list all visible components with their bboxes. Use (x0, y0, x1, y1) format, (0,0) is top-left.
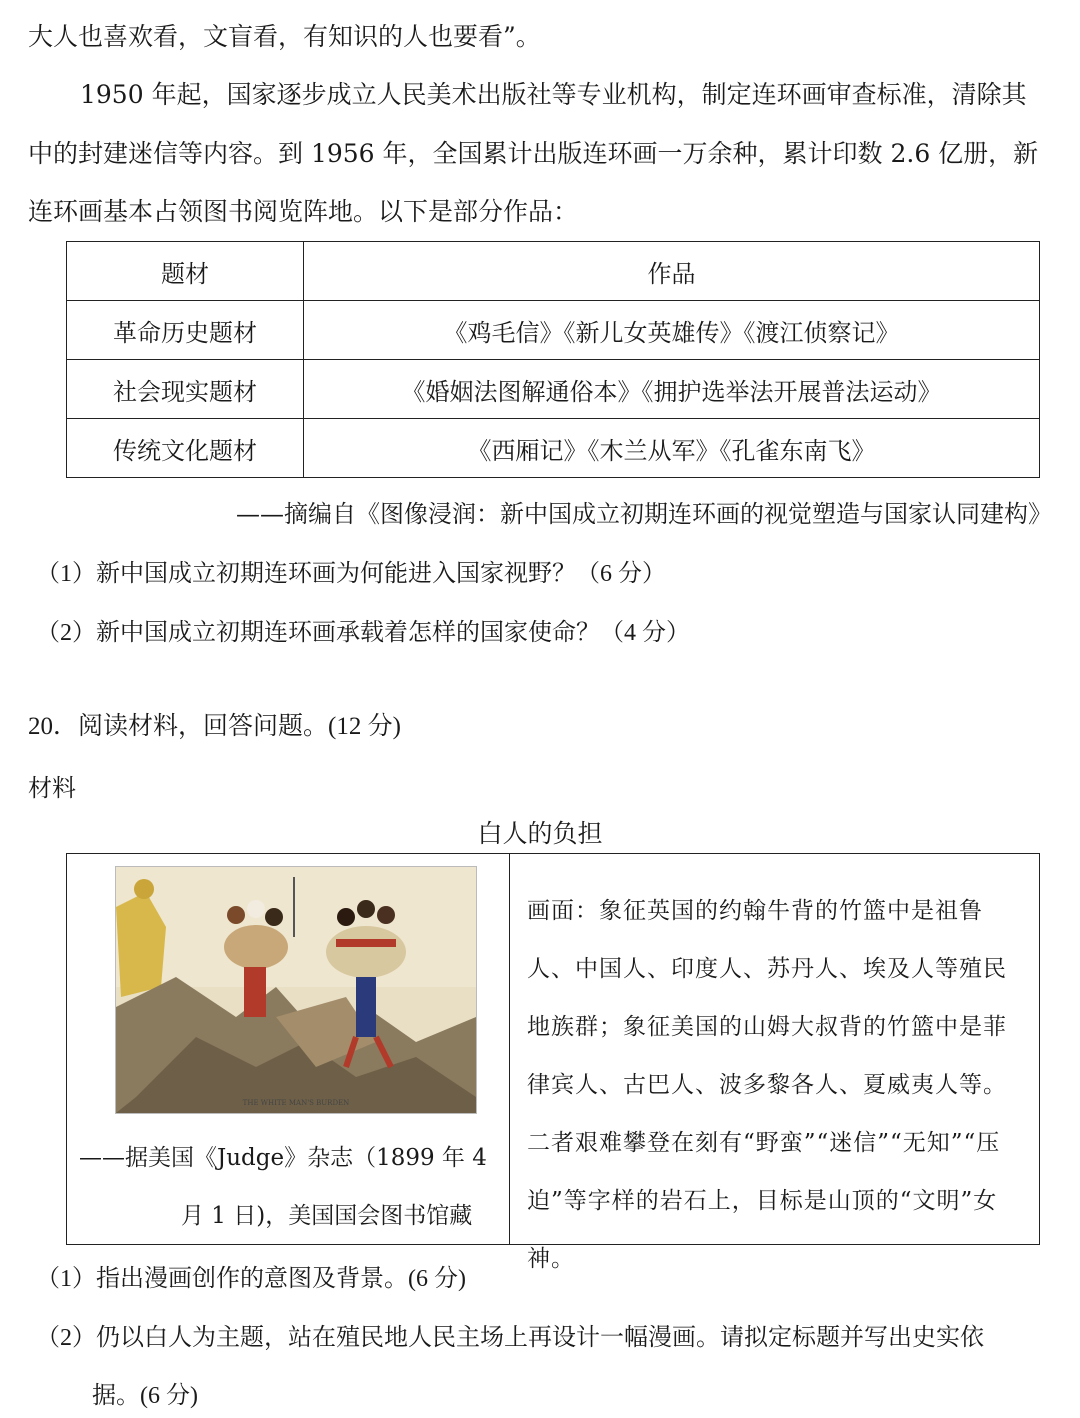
cartoon-image (115, 866, 477, 1114)
table-row (67, 360, 1040, 419)
table-row (67, 419, 1040, 478)
table-cell-subject: 社会现实题材 (67, 360, 304, 419)
citation-line-1: ——据美国《Judge》杂志（1899 年 4 (79, 1145, 487, 1171)
question-20-heading: 20．阅读材料，回答问题。(12 分) (28, 713, 401, 740)
table-header-row (67, 242, 1040, 301)
frame-divider (509, 854, 510, 1244)
cartoon-illustration (116, 867, 476, 1113)
table-source: ——摘编自《图像浸润：新中国成立初期连环画的视觉塑造与国家认同建构》 (236, 500, 1052, 528)
table-cell-works: 《婚姻法图解通俗本》《拥护选举法开展普法运动》 (304, 360, 1040, 419)
table-cell-works: 《西厢记》《木兰从军》《孔雀东南飞》 (304, 419, 1040, 478)
question-19-2: （2）新中国成立初期连环画承载着怎样的国家使命？（4 分） (36, 620, 690, 646)
paragraph-line-2: 1950 年起，国家逐步成立人民美术出版社等专业机构，制定连环画审查标准，清除其 (80, 80, 1027, 109)
table-cell-subject: 革命历史题材 (67, 301, 304, 360)
works-table (66, 241, 1040, 478)
citation-line-2: 月 1 日)，美国国会图书馆藏 (181, 1203, 473, 1229)
paragraph-line-1: 大人也喜欢看，文盲看，有知识的人也要看”。 (28, 22, 541, 51)
question-20-2-cont: 据。(6 分) (92, 1383, 198, 1409)
material-label: 材料 (28, 774, 76, 802)
cartoon-caption: THE WHITE MAN'S BURDEN (242, 1099, 350, 1107)
table-cell-works: 《鸡毛信》《新儿女英雄传》《渡江侦察记》 (304, 301, 1040, 360)
question-20-2: （2）仍以白人为主题，站在殖民地人民主场上再设计一幅漫画。请拟定标题并写出史实依 (36, 1325, 984, 1351)
table-row (67, 301, 1040, 360)
table-header-subject: 题材 (67, 242, 304, 301)
paragraph-line-3: 中的封建迷信等内容。到 1956 年，全国累计出版连环画一万余种，累计印数 2.6 亿册，新 (28, 139, 1039, 168)
cartoon-title: 白人的负担 (477, 819, 603, 848)
cartoon-description: 画面：象征英国的约翰牛背的竹篮中是祖鲁人、中国人、印度人、苏丹人、埃及人等殖民地族群；象征美国的山姆大叔背的竹篮中是菲律宾人、古巴人、波多黎各人、夏威夷人等。二者艰难攀登在刻有“野蛮”“迷信”“无知”“压迫”等字样的岩石上，目标是山顶的“文明”女神。 (527, 898, 1007, 1272)
question-19-1: （1）新中国成立初期连环画为何能进入国家视野？（6 分） (36, 561, 666, 587)
question-20-1: （1）指出漫画创作的意图及背景。(6 分) (36, 1266, 466, 1292)
table-header-works: 作品 (304, 242, 1040, 301)
paragraph-line-4: 连环画基本占领图书阅览阵地。以下是部分作品： (28, 197, 579, 226)
material-frame (66, 853, 1040, 1272)
table-cell-subject: 传统文化题材 (67, 419, 304, 478)
